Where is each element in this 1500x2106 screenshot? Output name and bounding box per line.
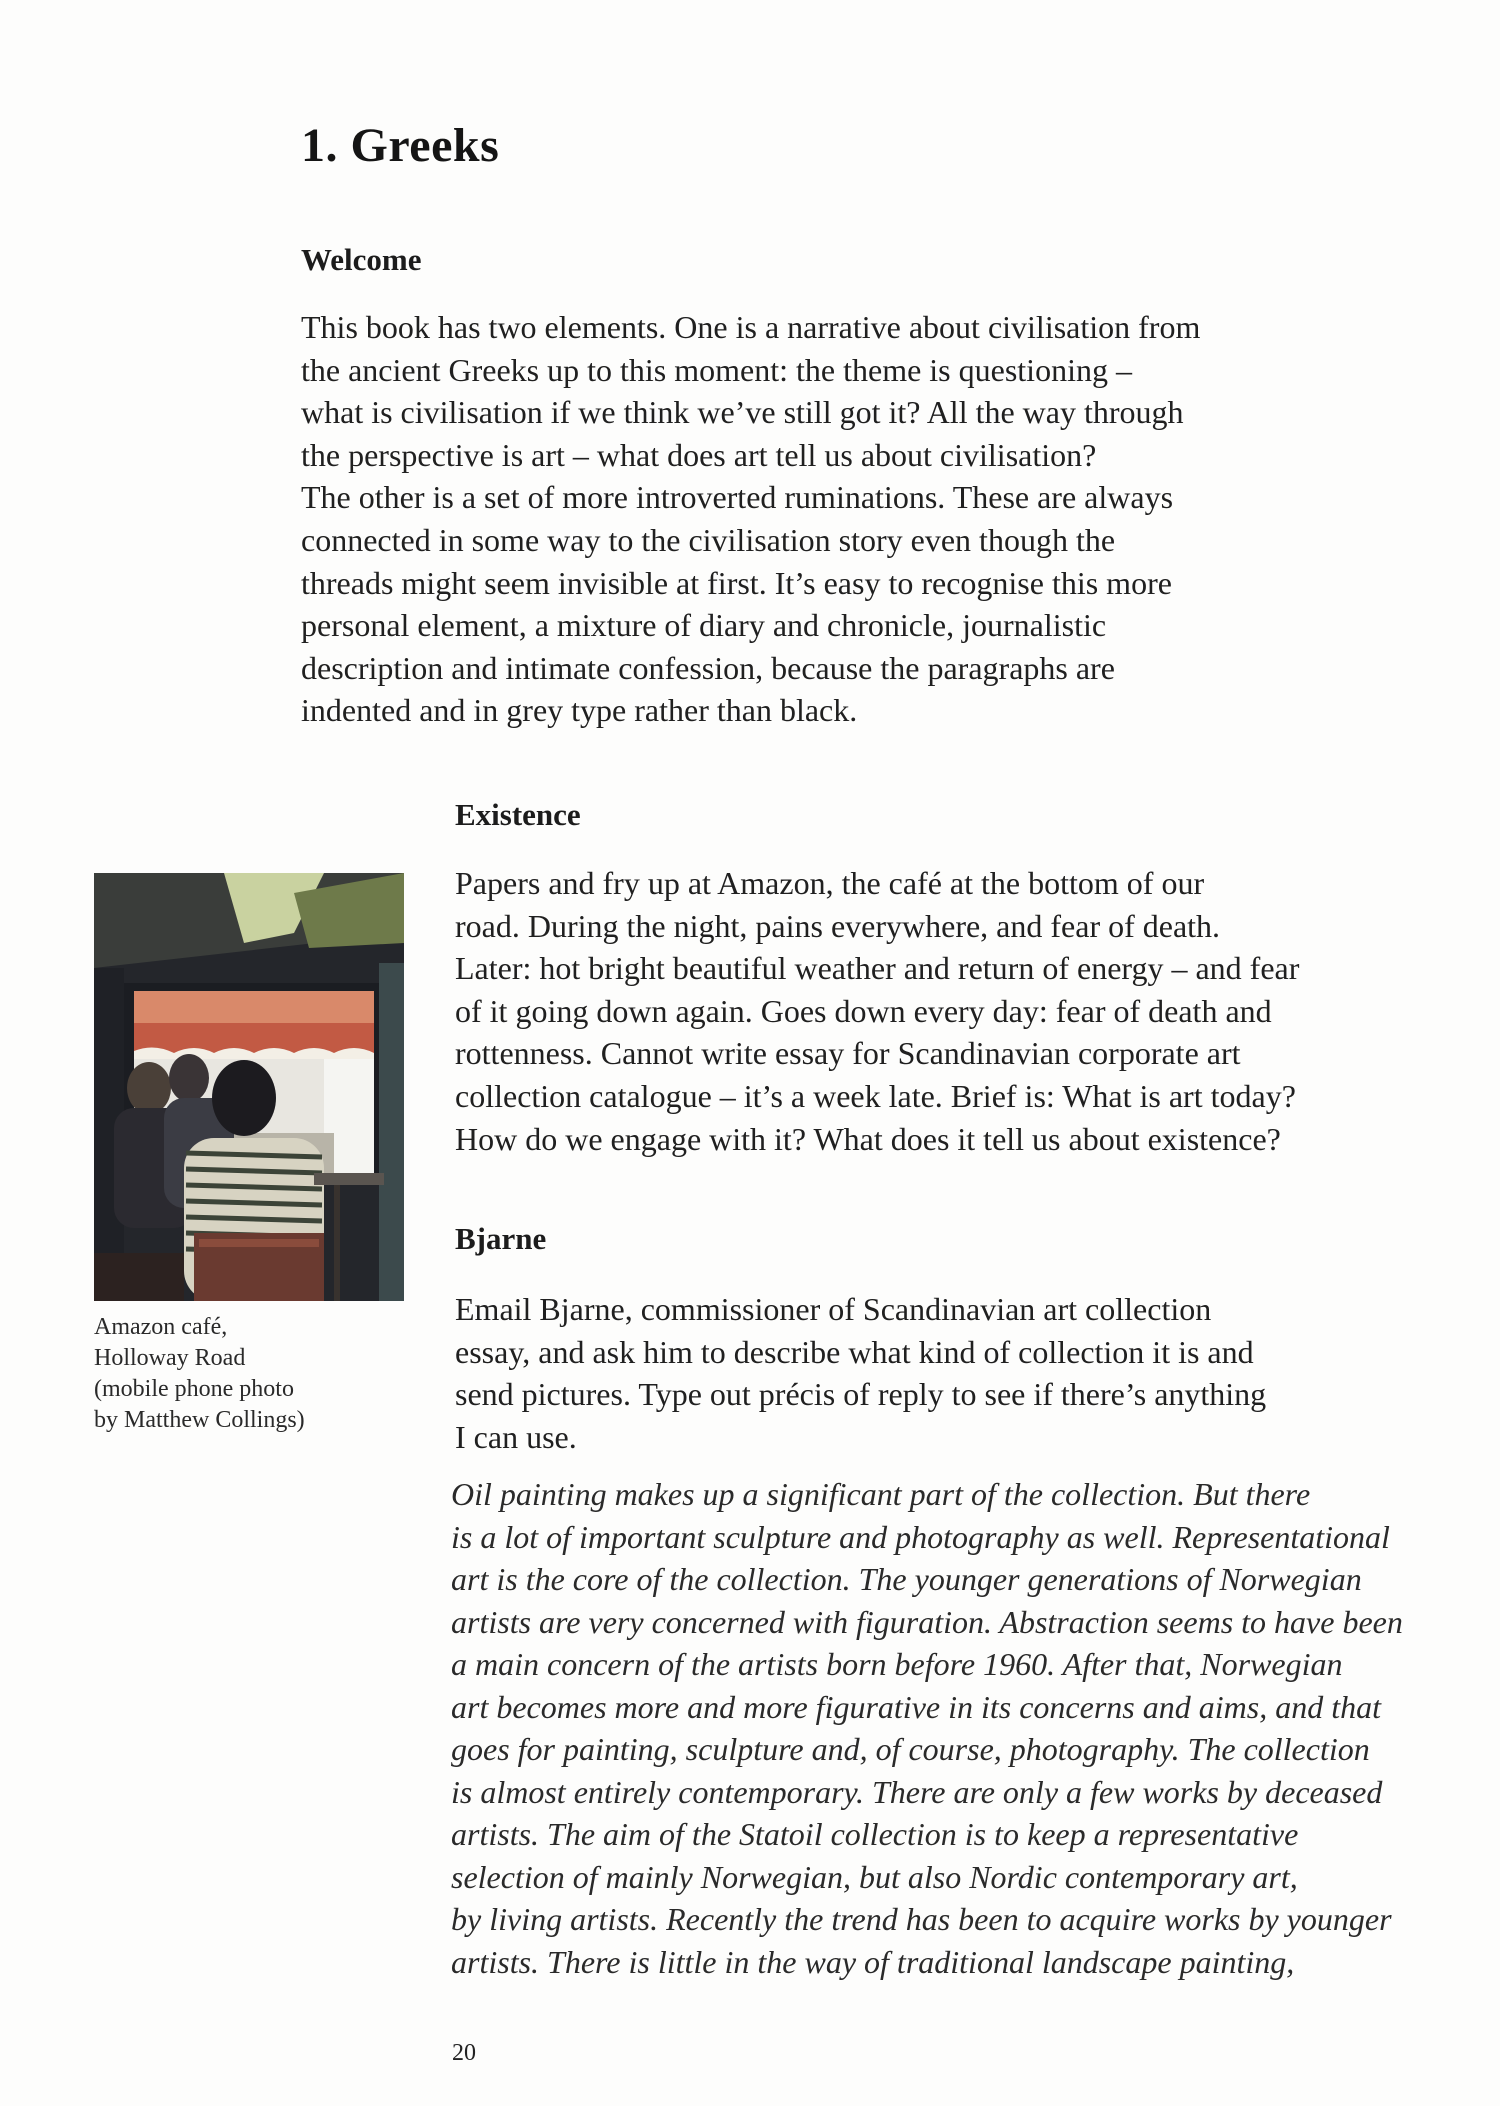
text-line: Later: hot bright beautiful weather and return of energy – and fear [455,950,1300,987]
section-heading-welcome: Welcome [301,242,422,277]
photo-caption [94,1312,394,1436]
text-line: Papers and fry up at Amazon, the café at the bottom of our [455,865,1205,901]
welcome-paragraph [301,306,1381,732]
text-line: what is civilisation if we think we’ve still got it? All the way through [301,394,1184,431]
chapter-title: 1. Greeks [301,119,500,172]
text-line: road. During the night, pains everywhere, and fear of death. [455,907,1221,944]
section-heading-bjarne: Bjarne [455,1221,547,1256]
bjarne-paragraph [455,1288,1455,1458]
text-line: description and intimate confession, because the paragraphs are [301,649,1115,686]
caption-line: Holloway Road [94,1345,246,1371]
page-number: 20 [452,2040,476,2066]
text-line: the ancient Greeks up to this moment: the theme is questioning – [301,351,1132,388]
text-line: rottenness. Cannot write essay for Scandinavian corporate art [455,1035,1241,1072]
text-line: essay, and ask him to describe what kind of collection it is and [455,1333,1254,1370]
text-line: personal element, a mixture of diary and chronicle, journalistic [301,607,1107,644]
text-line: This book has two elements. One is a narrative about civilisation from [301,309,1201,345]
text-line: collection catalogue – it’s a week late. Brief is: What is art today? [455,1077,1296,1114]
text-line: How do we engage with it? What does it tell us about existence? [455,1120,1281,1157]
quote-line: by living artists. Recently the trend has been to acquire works by younger [451,1901,1392,1937]
section-heading-existence: Existence [455,797,581,832]
quote-line: is a lot of important sculpture and photography as well. Representational [451,1518,1390,1555]
quote-line: art is the core of the collection. The younger generations of Norwegian [451,1561,1362,1597]
text-line: of it going down again. Goes down every day: fear of death and [455,992,1272,1029]
quote-line: art becomes more and more figurative in its concerns and aims, and that [451,1688,1381,1725]
text-line: Email Bjarne, commissioner of Scandinavian art collection [455,1291,1212,1327]
quote-line: selection of mainly Norwegian, but also Nordic contemporary art, [451,1858,1298,1895]
quote-line: goes for painting, sculpture and, of course, photography. The collection [451,1731,1370,1767]
quote-line: is almost entirely contemporary. There are only a few works by deceased [451,1773,1383,1810]
quoted-reply [451,1473,1471,1983]
quote-line: Oil painting makes up a significant part of the collection. But there [451,1476,1311,1512]
caption-line: (mobile phone photo [94,1376,294,1402]
quote-line: a main concern of the artists born before 1960. After that, Norwegian [451,1646,1343,1682]
text-line: The other is a set of more introverted ruminations. These are always [301,479,1174,516]
text-line: connected in some way to the civilisation story even though the [301,521,1116,558]
text-line: I can use. [455,1418,577,1455]
text-line: indented and in grey type rather than black. [301,692,858,729]
caption-line: by Matthew Collings) [94,1407,305,1433]
text-line: threads might seem invisible at first. It’s easy to recognise this more [301,564,1172,601]
cafe-photo [94,873,404,1301]
quote-line: artists are very concerned with figuration. Abstraction seems to have been [451,1603,1403,1640]
text-line: the perspective is art – what does art tell us about civilisation? [301,436,1097,473]
caption-line: Amazon café, [94,1314,228,1340]
quote-line: artists. There is little in the way of traditional landscape painting, [451,1943,1295,1980]
text-line: send pictures. Type out précis of reply to see if there’s anything [455,1376,1267,1413]
quote-line: artists. The aim of the Statoil collection is to keep a representative [451,1816,1299,1852]
existence-paragraph [455,862,1455,1160]
